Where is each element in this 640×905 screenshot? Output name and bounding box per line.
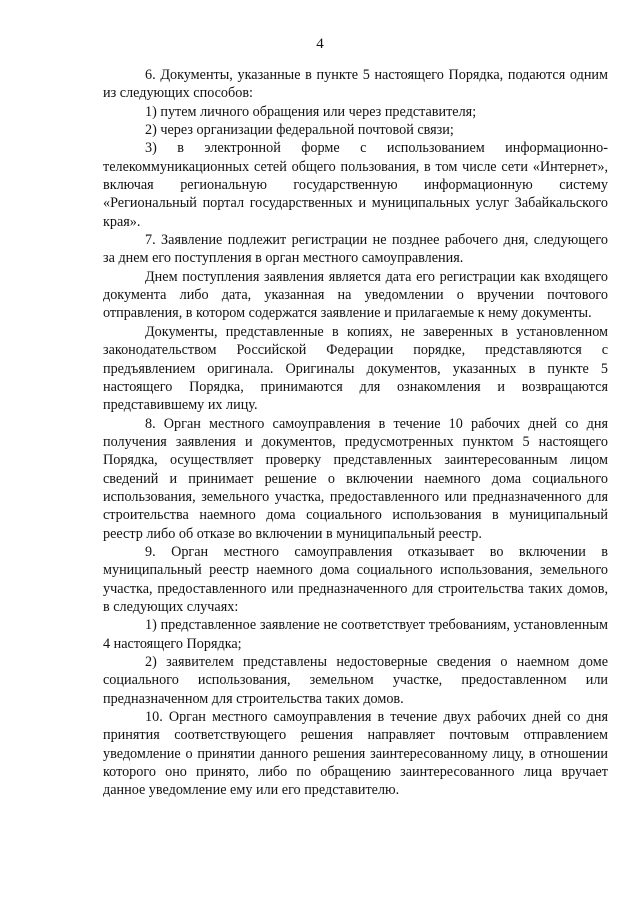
- list-item-personal: 1) путем личного обращения или через представителя;: [145, 103, 477, 120]
- page-number: 4: [316, 36, 324, 52]
- paragraph-10-notification: 10. Орган местного самоуправления в течение двух рабочих дней со дня принятия соответствующего решения направляет почтовым отправлением уведомление о принятии данного решения заинтересованному лицу, в отношении которого оно принято, либо по обращению заинтересованного лица вручает данное уведомление ему или его представителю.: [103, 709, 608, 799]
- list-item-postal: 2) через организации федеральной почтовой связи;: [145, 122, 454, 139]
- paragraph-9-refusal: 9. Орган местного самоуправления отказывает во включении в муниципальный реестр наемного дома социального использования, земельного участка, предоставленного или предназначенного для строительства таких домов, в следующих случаях:: [103, 543, 608, 615]
- paragraph-7-registration: 7. Заявление подлежит регистрации не позднее рабочего дня, следующего за днем его поступления в орган местного самоуправления.: [103, 232, 608, 267]
- paragraph-8-review: 8. Орган местного самоуправления в течение 10 рабочих дней со дня получения заявления и документов, предусмотренных пунктом 5 настоящего Порядка, осуществляет проверку представленных заинтересованным лицом сведений и принимает решение о включении наемного дома социального использования, земельного участка, предоставленного или предназначенного для строительства наемного дома социального использования в муниципальный реестр либо об отказе во включении в муниципальный реестр.: [103, 415, 608, 542]
- list-item-electronic: 3) в электронной форме с использованием информационно-телекоммуникационных сетей общего пользования, в том числе сети «Интернет», включая региональную государственную информационную систему «Региональный портал государственных и муниципальных услуг Забайкальского края».: [103, 140, 608, 230]
- refusal-reason-2: 2) заявителем представлены недостоверные сведения о наемном доме социального использования, земельном участке, предоставленном или предназначенном для строительства таких домов.: [103, 654, 608, 707]
- document-body: [103, 66, 608, 800]
- refusal-reason-1: 1) представленное заявление не соответствует требованиям, установленным 4 настоящего Порядка;: [103, 617, 608, 652]
- paragraph-6-methods: 6. Документы, указанные в пункте 5 настоящего Порядка, подаются одним из следующих способов:: [103, 67, 608, 102]
- paragraph-receipt-date: Днем поступления заявления является дата его регистрации как входящего документа либо дата, указанная на уведомлении о вручении почтового отправления, в котором содержатся заявление и прилагаемые к нему документы.: [103, 268, 608, 322]
- paragraph-copies: Документы, представленные в копиях, не заверенных в установленном законодательством Российской Федерации порядке, представляются с предъявлением оригинала. Оригиналы документов, указанных в пункте 5 настоящего Порядка, принимаются для ознакомления и возвращаются представившему их лицу.: [103, 323, 608, 414]
